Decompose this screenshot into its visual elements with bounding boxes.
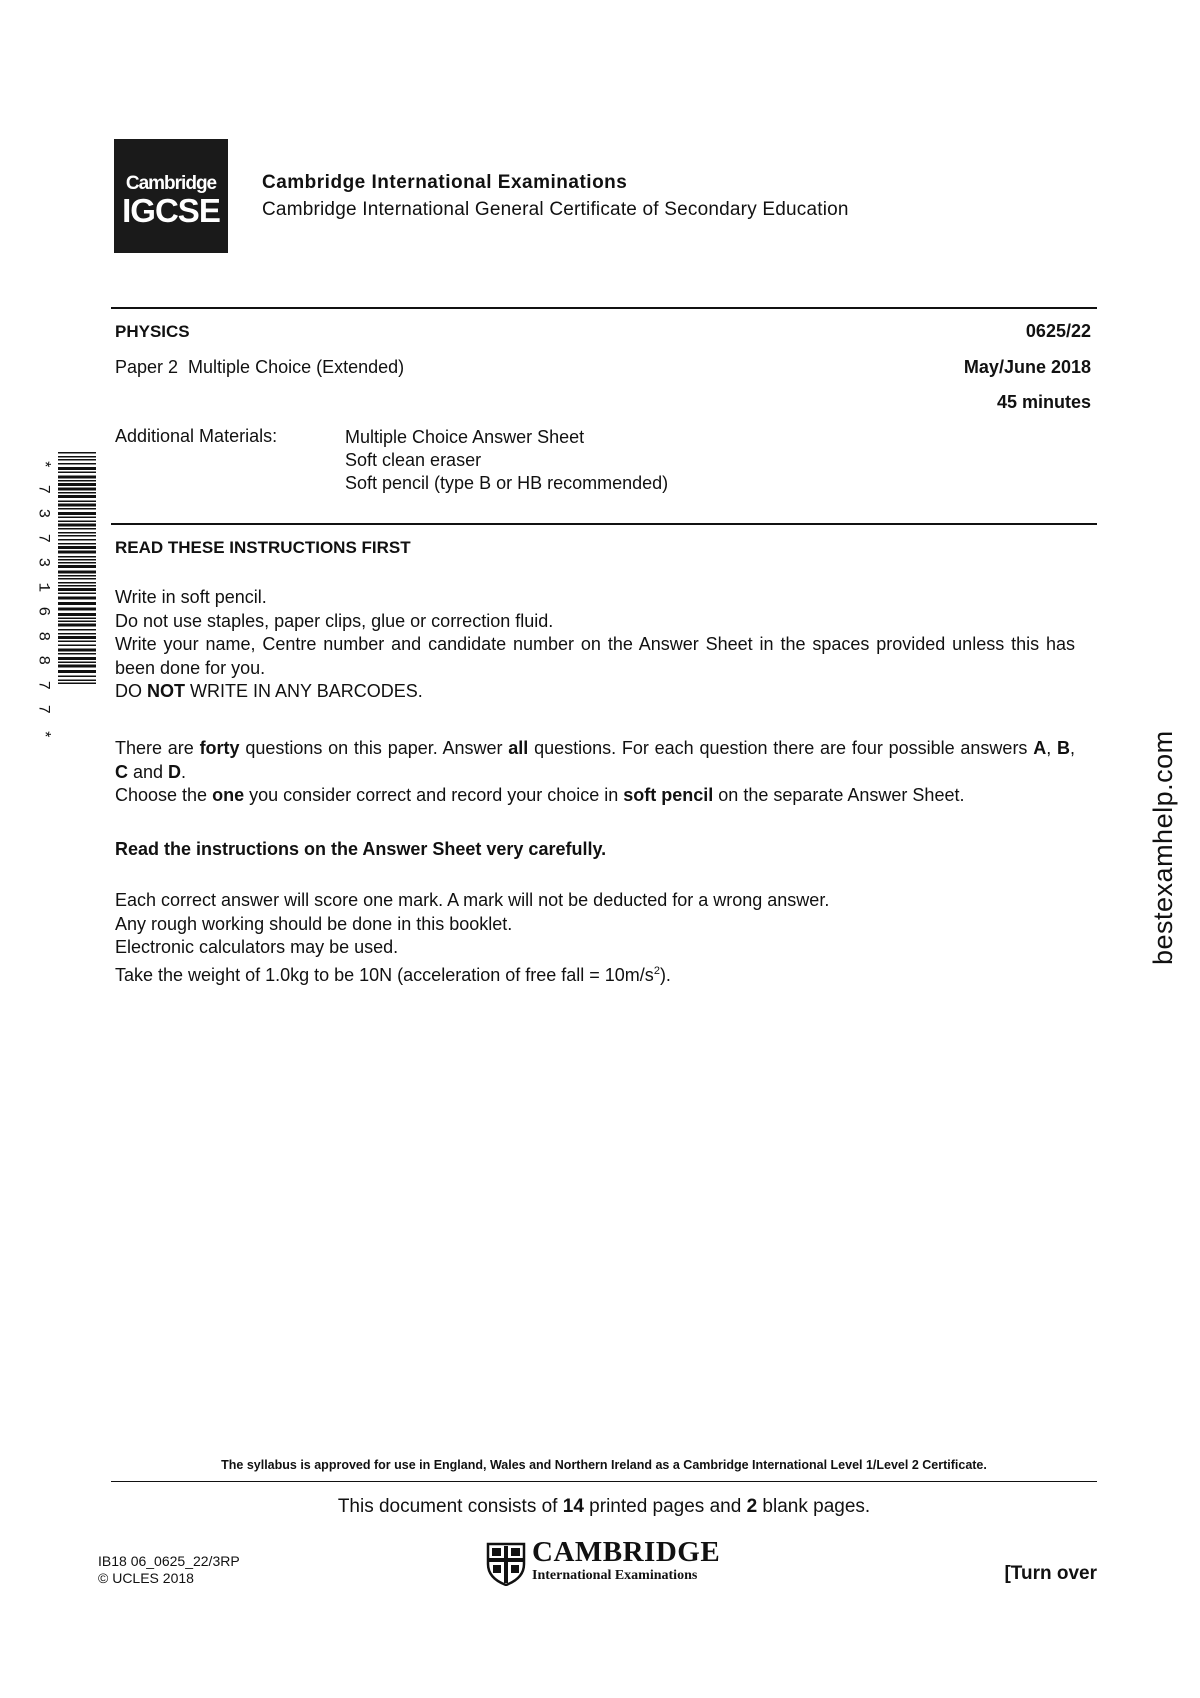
- exam-session: May/June 2018: [963, 357, 1091, 377]
- text-span-bold: 2: [746, 1496, 758, 1517]
- instruction-line: [115, 960, 1075, 988]
- barcode-bar: [58, 495, 96, 498]
- instructions-heading: READ THESE INSTRUCTIONS FIRST: [115, 538, 411, 557]
- barcode-bar: [58, 649, 96, 652]
- barcode-digit: 1: [34, 581, 53, 592]
- barcode-bar: [58, 546, 96, 549]
- text-span: ,: [1069, 738, 1075, 758]
- paper-code: 0625/22: [1025, 321, 1091, 341]
- barcode-bar: [58, 585, 96, 587]
- syllabus-note: The syllabus is approved for use in England, Wales and Northern Ireland as a Cambridge International Level 1/Level 2 Certificate.: [221, 1458, 987, 1472]
- instruction-line: Any rough working should be done in this booklet.: [115, 913, 513, 934]
- barcode-digit: 7: [34, 483, 53, 494]
- text-span: blank pages.: [757, 1496, 871, 1517]
- barcode-bar: [58, 588, 96, 591]
- barcode-bar: [58, 483, 96, 486]
- text-span: questions. For each question there are four possible answers: [528, 738, 1034, 758]
- barcode-bar: [58, 488, 96, 491]
- barcode-bar: [58, 662, 96, 664]
- barcode-bar: [58, 618, 96, 620]
- watermark: bestexamhelp.com: [1148, 730, 1178, 965]
- text-span: Choose the: [115, 785, 213, 805]
- cambridge-crest-icon: [486, 1542, 526, 1586]
- barcode-bar: [58, 459, 96, 461]
- barcode-bar: [58, 501, 96, 503]
- instruction-line: [115, 838, 1075, 862]
- instruction-line: Electronic calculators may be used.: [115, 937, 399, 957]
- barcode-bar: [58, 613, 96, 616]
- text-span: you consider correct and record your choice in: [244, 785, 624, 805]
- superscript: 2: [653, 964, 660, 977]
- instruction-line: Do not use staples, paper clips, glue or correction fluid.: [115, 610, 554, 631]
- barcode-bar: [58, 543, 96, 545]
- instruction-line: [115, 737, 1075, 784]
- barcode-digits: [34, 452, 53, 746]
- logo-line1: Cambridge: [125, 173, 217, 194]
- barcode-bar: [58, 657, 96, 660]
- paper-title: Paper 2 Multiple Choice (Extended): [115, 357, 405, 377]
- barcode-bar: [58, 551, 96, 554]
- barcode-bar: [58, 653, 96, 655]
- barcode-bar: [58, 535, 96, 537]
- barcode-bar: [58, 624, 96, 627]
- materials-list: [345, 426, 668, 495]
- barcode-digit: 3: [34, 557, 53, 568]
- instructions-block-2: [115, 737, 1075, 808]
- barcode-digit: 8: [34, 655, 53, 666]
- barcode-bar: [58, 480, 96, 482]
- barcode-bar: [58, 680, 96, 682]
- barcode-bar: [58, 683, 96, 685]
- text-span-bold: 14: [562, 1496, 584, 1517]
- barcode-bar: [58, 532, 96, 534]
- barcode-digit: 8: [34, 630, 53, 641]
- cambridge-igcse-logo: [114, 139, 228, 253]
- instructions-block-4: [115, 889, 1075, 987]
- text-span: .: [181, 761, 187, 782]
- text-span-bold: A: [1033, 738, 1047, 758]
- instructions-block-3: [115, 838, 1075, 862]
- text-span: questions on this paper. Answer: [239, 738, 509, 758]
- barcode-bar: [58, 472, 96, 474]
- barcode-bar: [58, 565, 96, 568]
- barcode-bar: [58, 456, 96, 458]
- barcode-bar: [58, 665, 96, 668]
- barcode-bar: [58, 452, 96, 454]
- page-count-note: [111, 1496, 1097, 1518]
- barcode-bar: [58, 670, 96, 673]
- barcode-bar: [58, 492, 96, 494]
- barcode-bar: [58, 602, 96, 605]
- document-reference: [98, 1553, 240, 1587]
- text-span-bold: C: [115, 761, 128, 782]
- cambridge-brand-name: CAMBRIDGE: [532, 1536, 721, 1568]
- text-span-bold: NOT: [147, 681, 186, 701]
- material-item: Soft clean eraser: [345, 450, 482, 470]
- text-span: printed pages and: [583, 1496, 747, 1517]
- text-span-bold: all: [508, 738, 529, 758]
- barcode-digit: 7: [34, 679, 53, 690]
- barcode-digit: 6: [34, 606, 53, 617]
- barcode-bar: [58, 539, 96, 541]
- barcode-bar: [58, 676, 96, 678]
- barcode-bar: [58, 582, 96, 584]
- copyright: © UCLES 2018: [98, 1570, 194, 1586]
- top-rule: [111, 307, 1097, 309]
- text-span: ,: [1046, 738, 1057, 758]
- barcode-bar: [58, 524, 96, 527]
- text-span: DO: [115, 681, 148, 701]
- instruction-line: Write in soft pencil.: [115, 587, 267, 607]
- instruction-line: [115, 784, 1075, 808]
- footer-rule: [111, 1481, 1097, 1482]
- text-span-bold: soft pencil: [623, 785, 714, 805]
- text-span-bold: B: [1056, 738, 1070, 758]
- barcode-bar: [58, 608, 96, 611]
- barcode-bar: [58, 578, 96, 580]
- barcode-bar: [58, 512, 96, 515]
- instruction-line: Write your name, Centre number and candidate number on the Answer Sheet in the spaces provided unless this has been done for you.: [115, 634, 1075, 678]
- barcode-bar: [58, 556, 96, 558]
- barcode-bars: [58, 452, 96, 684]
- barcode-bar: [58, 504, 96, 507]
- text-span: on the separate Answer Sheet.: [713, 785, 965, 805]
- barcode-bar: [58, 508, 96, 510]
- qualification-name: Cambridge International General Certificate of Secondary Education: [262, 199, 849, 220]
- text-span-bold: Read the instructions on the Answer Sheet very carefully.: [115, 839, 607, 859]
- barcode-bar: [58, 521, 96, 523]
- text-span-bold: one: [212, 785, 245, 805]
- text-span: There are: [115, 738, 200, 758]
- barcode-bar: [58, 476, 96, 479]
- text-span: This document consists of: [337, 1496, 563, 1517]
- barcode-bar: [58, 528, 96, 530]
- barcode-bar: [58, 645, 96, 647]
- exam-duration: 45 minutes: [996, 392, 1091, 412]
- subject: PHYSICS: [115, 322, 190, 341]
- barcode-digit: 7: [34, 704, 53, 715]
- text-span: WRITE IN ANY BARCODES.: [185, 681, 423, 701]
- material-item: Soft pencil (type B or HB recommended): [345, 473, 669, 493]
- barcode-bar: [58, 467, 96, 470]
- materials-label: Additional Materials:: [115, 426, 278, 446]
- barcode-digit: *: [34, 459, 53, 470]
- instructions-block-1: [115, 586, 1075, 704]
- barcode-digit: 3: [34, 508, 53, 519]
- barcode-bar: [58, 629, 96, 631]
- barcode-bar: [58, 575, 96, 577]
- text-span: ).: [659, 964, 671, 985]
- text-span-bold: forty: [199, 738, 240, 758]
- logo-line2: IGCSE: [122, 192, 220, 229]
- barcode-digit: 7: [34, 532, 53, 543]
- instruction-line: [115, 680, 1075, 704]
- barcode-bar: [58, 559, 96, 561]
- barcode-bar: [58, 517, 96, 519]
- barcode-bar: [58, 633, 96, 635]
- barcode-bar: [58, 621, 96, 623]
- barcode-bar: [58, 571, 96, 574]
- barcode-bar: [58, 562, 96, 564]
- text-span: Take the weight of 1.0kg to be 10N (acceleration of free fall = 10m/s: [115, 964, 654, 985]
- instructions-rule: [111, 523, 1097, 525]
- barcode-bar: [58, 597, 96, 600]
- barcode-bar: [58, 593, 96, 595]
- barcode-bar: [58, 641, 96, 643]
- material-item: Multiple Choice Answer Sheet: [345, 427, 585, 447]
- text-span: and: [128, 761, 169, 782]
- text-span-bold: D: [168, 761, 182, 782]
- reference-code: IB18 06_0625_22/3RP: [98, 1553, 240, 1569]
- barcode-bar: [58, 463, 96, 465]
- barcode-digit: *: [34, 728, 53, 739]
- instruction-line: Each correct answer will score one mark. A mark will not be deducted for a wrong answer.: [115, 890, 830, 910]
- org-name: Cambridge International Examinations: [262, 172, 628, 193]
- turn-over: [Turn over: [1004, 1563, 1097, 1584]
- cambridge-brand-sub: International Examinations: [532, 1568, 698, 1583]
- barcode-bar: [58, 636, 96, 639]
